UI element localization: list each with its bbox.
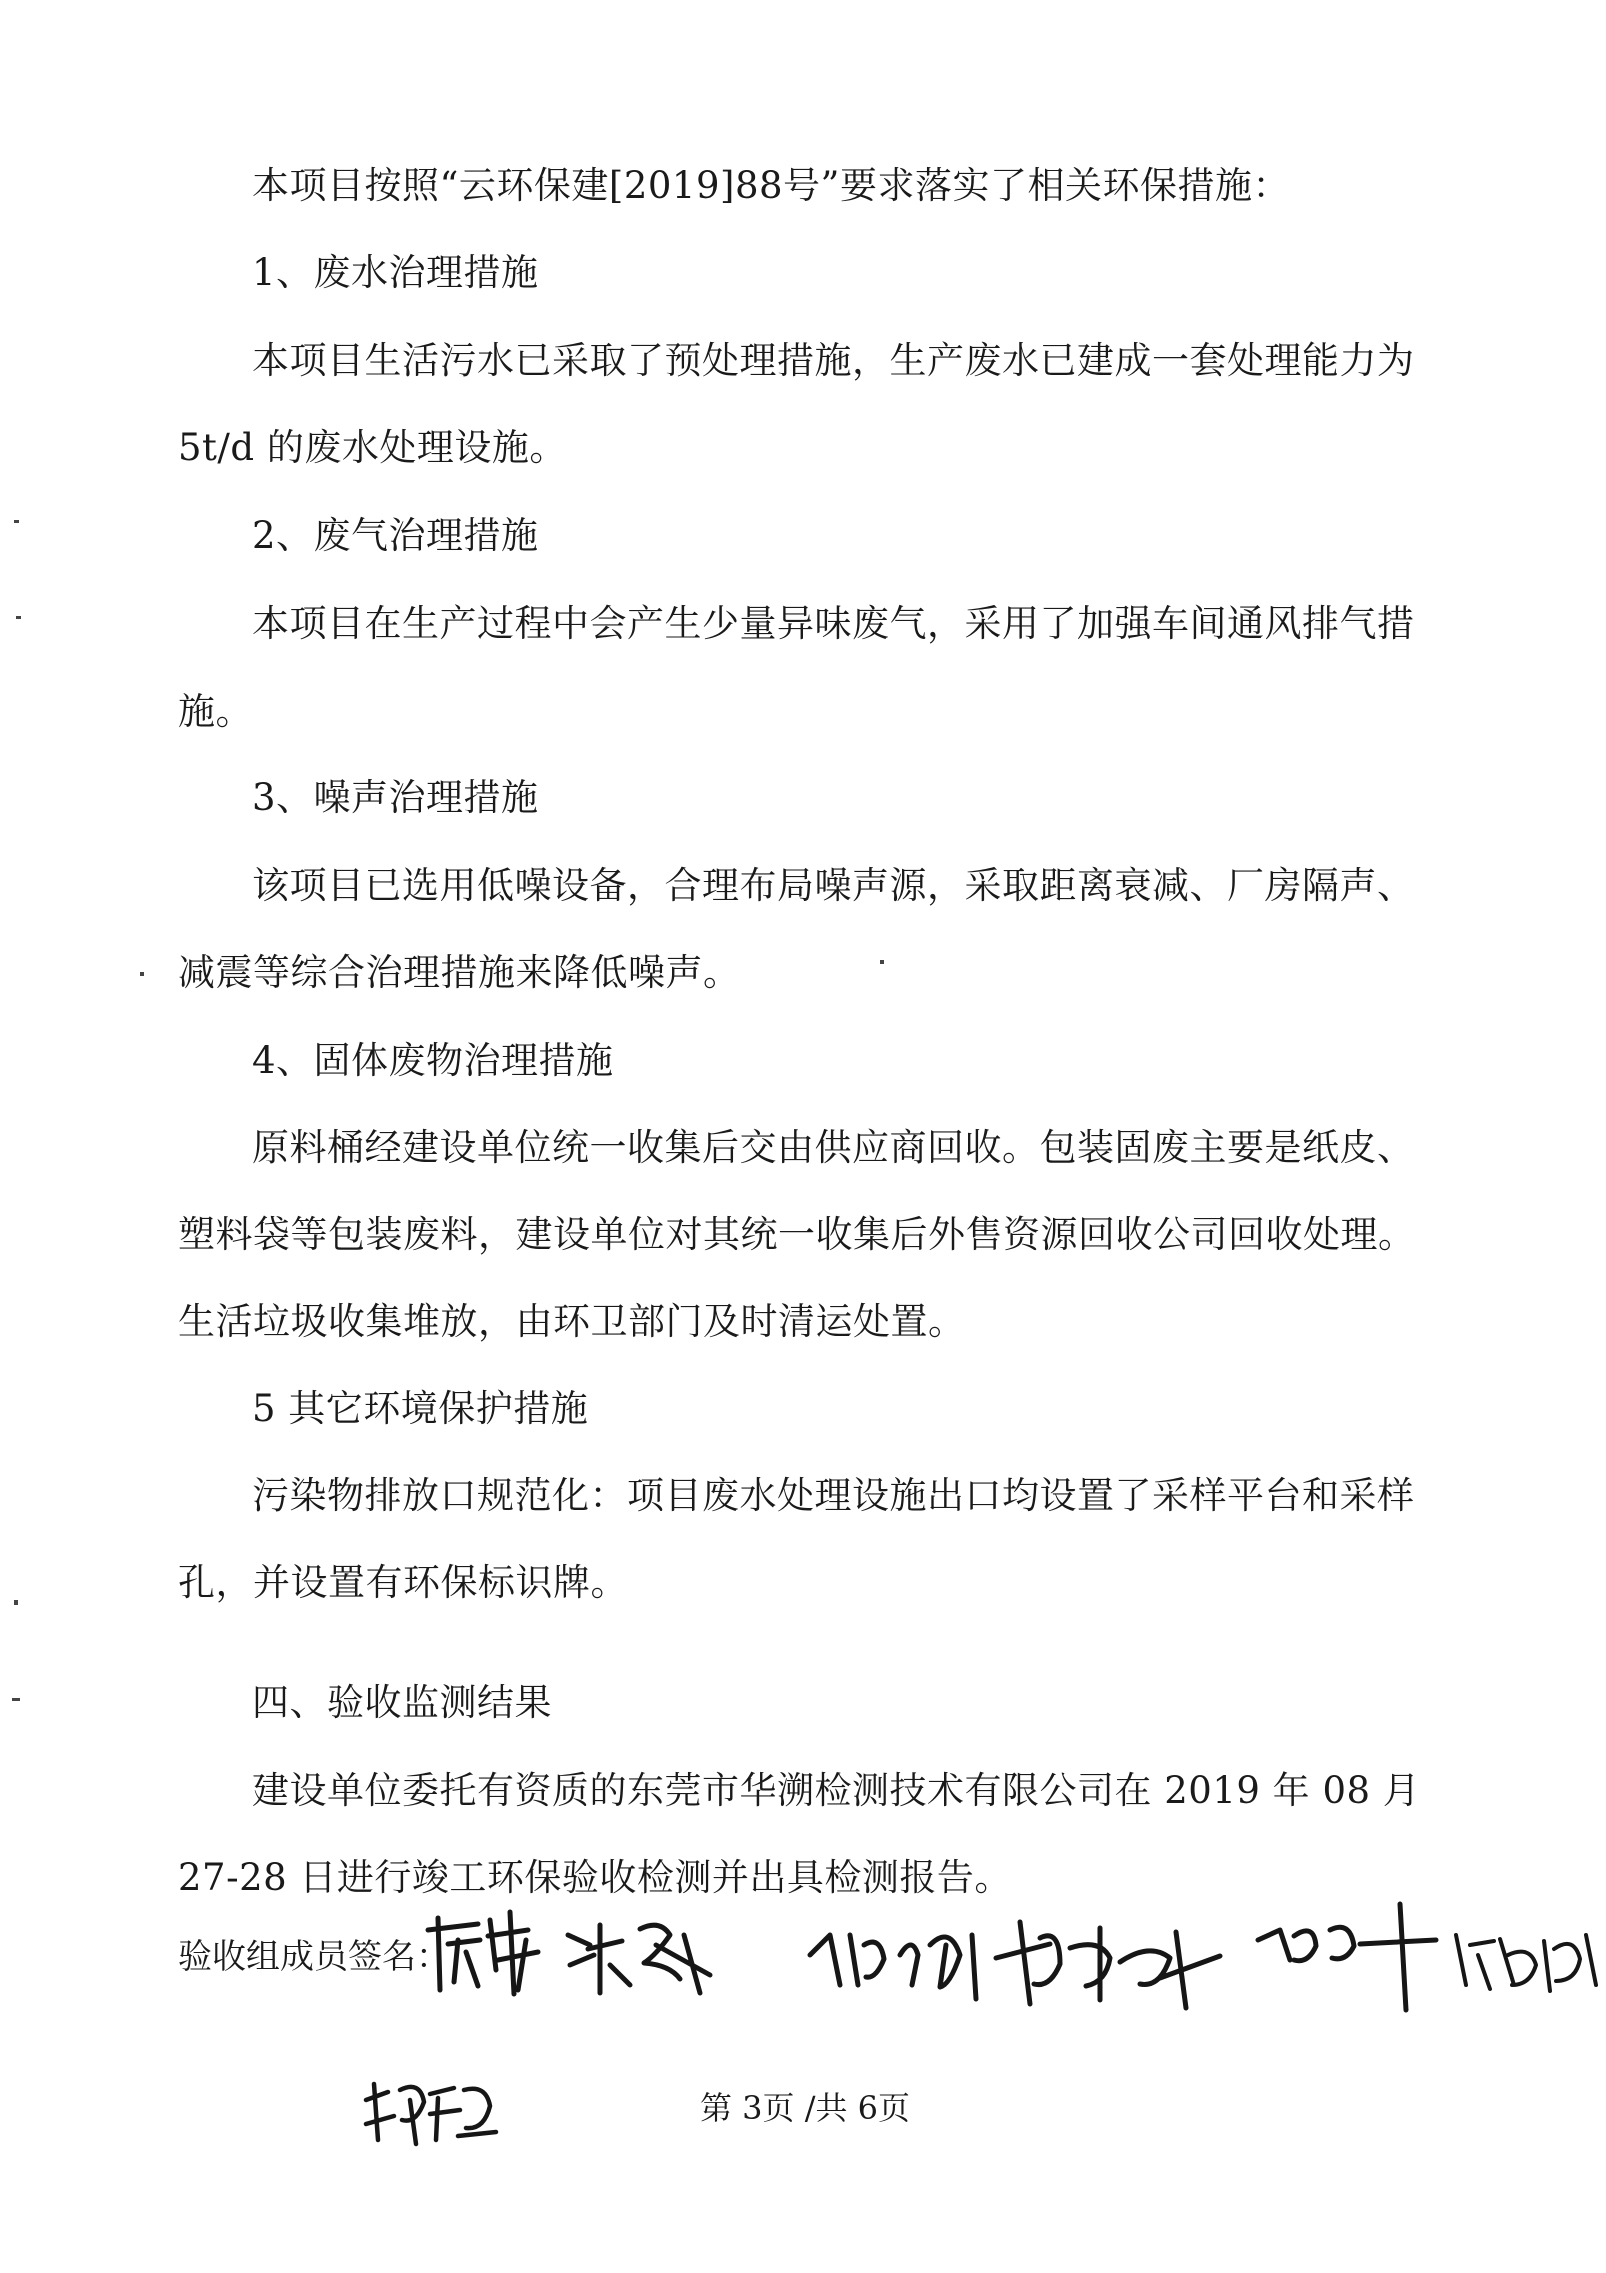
section-heading-monitoring-results: 四、验收监测结果 [252, 1681, 552, 1724]
section-heading-other-measures: 5 其它环境保护措施 [252, 1387, 589, 1430]
monitoring-results-paragraph-line: 建设单位委托有资质的东莞市华溯检测技术有限公司在 2019 年 08 月 [252, 1769, 1421, 1812]
solid-waste-paragraph-line: 生活垃圾收集堆放，由环卫部门及时清运处置。 [178, 1300, 966, 1343]
page-footer: 第 3页 /共 6页 [700, 2089, 911, 2127]
handwritten-signature [360, 2070, 500, 2150]
solid-waste-paragraph-line: 原料桶经建设单位统一收集后交由供应商回收。包装固废主要是纸皮、 [252, 1126, 1415, 1169]
handwritten-signature [800, 1915, 1000, 2005]
section-heading-solid-waste: 4、固体废物治理措施 [252, 1039, 614, 1082]
scan-speck [16, 616, 21, 619]
scan-speck [880, 960, 884, 964]
scan-speck [140, 972, 144, 976]
other-measures-paragraph-line: 孔，并设置有环保标识牌。 [178, 1561, 628, 1604]
wastewater-paragraph-line: 本项目生活污水已采取了预处理措施，生产废水已建成一套处理能力为 [252, 339, 1415, 382]
solid-waste-paragraph-line: 塑料袋等包装废料，建设单位对其统一收集后外售资源回收公司回收处理。 [178, 1213, 1416, 1256]
wastewater-paragraph-line: 5t/d 的废水处理设施。 [178, 426, 567, 469]
noise-paragraph-line: 减震等综合治理措施来降低噪声。 [178, 951, 741, 994]
section-heading-wastewater: 1、废水治理措施 [252, 251, 539, 294]
exhaust-gas-paragraph-line: 本项目在生产过程中会产生少量异味废气，采用了加强车间通风排气措 [252, 602, 1415, 645]
noise-paragraph-line: 该项目已选用低噪设备，合理布局噪声源，采取距离衰减、厂房隔声、 [252, 864, 1415, 907]
signature-label: 验收组成员签名： [178, 1937, 450, 1977]
handwritten-signature [560, 1905, 720, 2005]
section-heading-exhaust-gas: 2、废气治理措施 [252, 514, 539, 557]
intro-paragraph: 本项目按照“云环保建[2019]88号”要求落实了相关环保措施： [252, 164, 1290, 207]
exhaust-gas-paragraph-line: 施。 [178, 690, 253, 733]
handwritten-signature [990, 1908, 1230, 2018]
scan-speck [12, 1698, 20, 1701]
monitoring-results-paragraph-line: 27-28 日进行竣工环保验收检测并出具检测报告。 [178, 1856, 1012, 1899]
scan-speck [14, 520, 19, 523]
section-heading-noise: 3、噪声治理措施 [252, 776, 539, 819]
handwritten-signature [1450, 1915, 1600, 2005]
handwritten-signature [418, 1900, 548, 2010]
scan-speck [14, 1600, 18, 1605]
handwritten-signature [1250, 1900, 1440, 2020]
other-measures-paragraph-line: 污染物排放口规范化：项目废水处理设施出口均设置了采样平台和采样 [252, 1474, 1415, 1517]
